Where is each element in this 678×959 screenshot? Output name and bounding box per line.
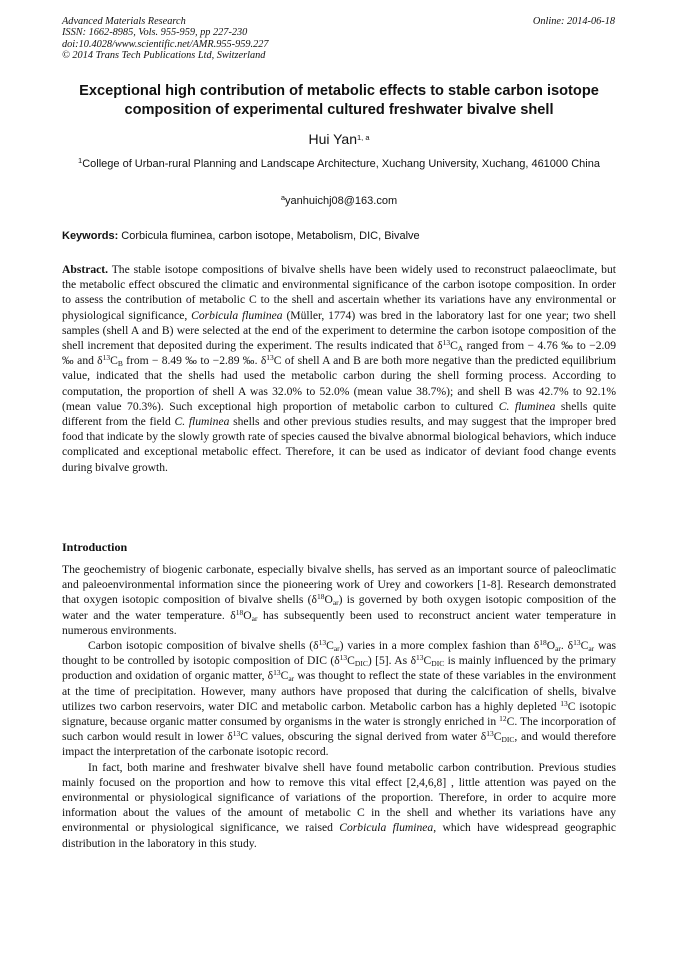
abstract-text: shells and other previous studies results, and may suggest that the improper bred food that indicate by the slowly growth rate of species caused the bivalve abnormal biological behaviors, which induce complicated and exceptional metabolic effect. Therefore, it can be used as indicator of deviant food change events during bivalve growth.: [62, 415, 617, 474]
species-name: Corbicula fluminea: [191, 308, 283, 322]
author-name: Hui Yan: [308, 131, 357, 147]
journal-name: Advanced Materials Research: [62, 16, 186, 27]
species-name: C. fluminea: [174, 415, 230, 429]
doi-line: doi:10.4028/www.scientific.net/AMR.955-959.227: [62, 38, 269, 50]
subscript: DIC: [501, 735, 515, 745]
intro-text: is mainly influenced by the primary production and oxidation of organic matter, δ: [62, 654, 616, 683]
subscript: A: [457, 344, 464, 354]
isotope-mass: 18: [235, 607, 244, 617]
element-symbol: C: [110, 354, 118, 368]
intro-text: , and would therefore impact the interpretation of the carbonate isotopic record.: [62, 730, 617, 759]
element-symbol: O: [546, 639, 556, 653]
intro-paragraph-3: [62, 760, 616, 851]
isotope-mass: 13: [232, 729, 241, 739]
subscript: DIC: [354, 659, 368, 669]
element-symbol: C: [423, 654, 432, 668]
email-superscript: a: [280, 193, 286, 202]
element-symbol: C: [326, 639, 334, 653]
intro-text: was thought to be controlled by isotopic composition of DIC (δ: [62, 639, 617, 668]
paper-title: Exceptional high contribution of metabolic effects to stable carbon isotope composition of experimental cultured freshwater bivalve shell: [79, 83, 599, 118]
subscript: ar: [251, 613, 258, 623]
element-symbol: C: [347, 654, 355, 668]
isotope-mass: 13: [266, 353, 274, 363]
journal-header: [62, 16, 269, 62]
section-heading-introduction: Introduction: [62, 540, 128, 554]
intro-text: Carbon isotopic composition of bivalve shells (δ: [88, 639, 319, 653]
abstract-text: The stable isotope compositions of bivalve shells have been widely used to reconstruct palaeoclimate, but the metabolic effect obscured the climatic and environmental significance of the carbon isotope composition. In order to assess the contribution of metabolic C to the shell and ascertain whether its variations have any environmental or physiological significance,: [62, 263, 616, 322]
element-symbol: C: [280, 669, 289, 683]
abstract-text: ranged from − 4.76 ‰ to −2.09 ‰ and δ: [62, 339, 616, 368]
isotope-mass: 13: [102, 353, 111, 363]
intro-text: C values, obscuring the signal derived from water δ: [240, 730, 487, 744]
affiliation-superscript: 1: [78, 156, 83, 165]
isotope-mass: 13: [573, 638, 581, 648]
abstract-text: (Müller, 1774) was bred in the laboratory last for one year; two shell samples (shell A and B) were selected at the end of the experiment to determine the carbon isotope composition of the shell increment that deposited during the experiment. The results indicated that δ: [62, 308, 616, 353]
intro-text: ) is governed by both oxygen isotopic composition of the water and the water temperature. δ: [62, 593, 616, 622]
author-email: yanhuichj08@163.com: [285, 195, 398, 207]
issn-line: ISSN: 1662-8985, Vols. 955-959, pp 227-230: [62, 27, 248, 39]
author-superscript: 1, a: [357, 133, 370, 142]
intro-paragraph-2: [62, 638, 616, 760]
intro-text: has subsequently been used to reconstruct ancient water temperature in numerous environments.: [62, 608, 617, 637]
element-symbol: O: [324, 593, 333, 607]
affiliation: [62, 157, 616, 171]
element-symbol: C: [450, 339, 458, 353]
isotope-mass: 13: [442, 338, 451, 348]
abstract-text: from − 8.49 ‰ to −2.89 ‰. δ: [122, 354, 267, 368]
isotope-mass: 12: [499, 714, 507, 724]
isotope-mass: 13: [560, 698, 568, 708]
subscript: ar: [333, 644, 340, 654]
element-symbol: C: [493, 730, 502, 744]
keywords-label: Keywords:: [62, 230, 119, 242]
subscript: ar: [555, 644, 561, 654]
isotope-mass: 18: [539, 638, 547, 648]
species-name: C. fluminea: [498, 399, 556, 413]
affiliation-text: College of Urban-rural Planning and Landscape Architecture, Xuchang University, Xuchang, 461000 China: [82, 158, 600, 170]
abstract-text: C of shell A and B are both more negative than the predicted equilibrium value, indicated that the shells had used the metabolic carbon during the shell forming process. According to computation, the proportion of shell A was 32.0% to 52.0% (mean value 38.7%); and shell B was 42.7% to 92.1% (mean value 70.3%). Such exceptional high proportion of metabolic carbon to cultured: [62, 354, 616, 413]
isotope-mass: 13: [318, 638, 327, 648]
author-line: [62, 130, 616, 148]
isotope-mass: 13: [486, 729, 494, 739]
isotope-mass: 13: [273, 668, 281, 678]
introduction-body: [62, 562, 616, 851]
element-symbol: C: [580, 639, 589, 653]
intro-paragraph-1: [62, 562, 616, 638]
abstract-label: Abstract.: [62, 263, 109, 276]
subscript: DIC: [431, 659, 445, 669]
intro-text: C isotopic signature, because organic matter consumed by organisms in the water is strongly enriched in: [62, 699, 616, 729]
subscript: B: [117, 359, 123, 369]
subscript: ar: [288, 674, 295, 684]
intro-text: ) [5]. As δ: [367, 654, 417, 668]
isotope-mass: 13: [339, 653, 348, 663]
intro-text: was thought to reflect the state of these variables in the environment at the time of precipitation. However, many authors have proposed that during the calcification of shells, bivalve utilizes two carbon reservoirs, water DIC and metabolic carbon. Metabolic carbon has a highly depleted: [62, 669, 616, 713]
intro-text: C. The incorporation of such carbon would result in lower δ: [62, 715, 616, 744]
intro-text: , which have widespread geographic distribution in the laboratory in this study.: [62, 821, 616, 850]
species-name: Corbicula fluminea: [339, 821, 434, 835]
keywords: [62, 229, 616, 243]
isotope-mass: 18: [316, 592, 325, 602]
abstract: [62, 262, 616, 475]
isotope-mass: 13: [416, 653, 424, 663]
subscript: ar: [588, 644, 595, 654]
copyright-line: © 2014 Trans Tech Publications Ltd, Switzerland: [62, 50, 266, 62]
keywords-text: Corbicula fluminea, carbon isotope, Metabolism, DIC, Bivalve: [118, 230, 420, 242]
intro-text: ) varies in a more complex fashion than δ: [339, 639, 540, 653]
intro-text: . δ: [560, 639, 574, 653]
abstract-text: shells quite different from the field: [62, 399, 617, 429]
subscript: ar: [332, 598, 339, 608]
intro-text: The geochemistry of biogenic carbonate, especially bivalve shells, has served as an important source of paleoclimatic and paleoenvironmental information since the pioneering work of Urey and coworkers [1-8]. Research demonstrated that oxygen isotopic composition of bivalve shells (δ: [62, 563, 616, 607]
online-date: Online: 2014-06-18: [532, 16, 615, 27]
intro-text: In fact, both marine and freshwater bivalve shell have found metabolic carbon contribution. Previous studies mainly focused on the proportion and how to remove this vital effect [2,4,6,8] , little attention was payed on the environmental or physiological significance of variations of the proportion. Therefore, in order to acquire more information about the values of the amount of metabolic C in the shell and whether its variations have any environmental or physiological significance, we raised: [62, 760, 616, 835]
element-symbol: O: [243, 608, 252, 622]
email-line: [62, 194, 616, 208]
